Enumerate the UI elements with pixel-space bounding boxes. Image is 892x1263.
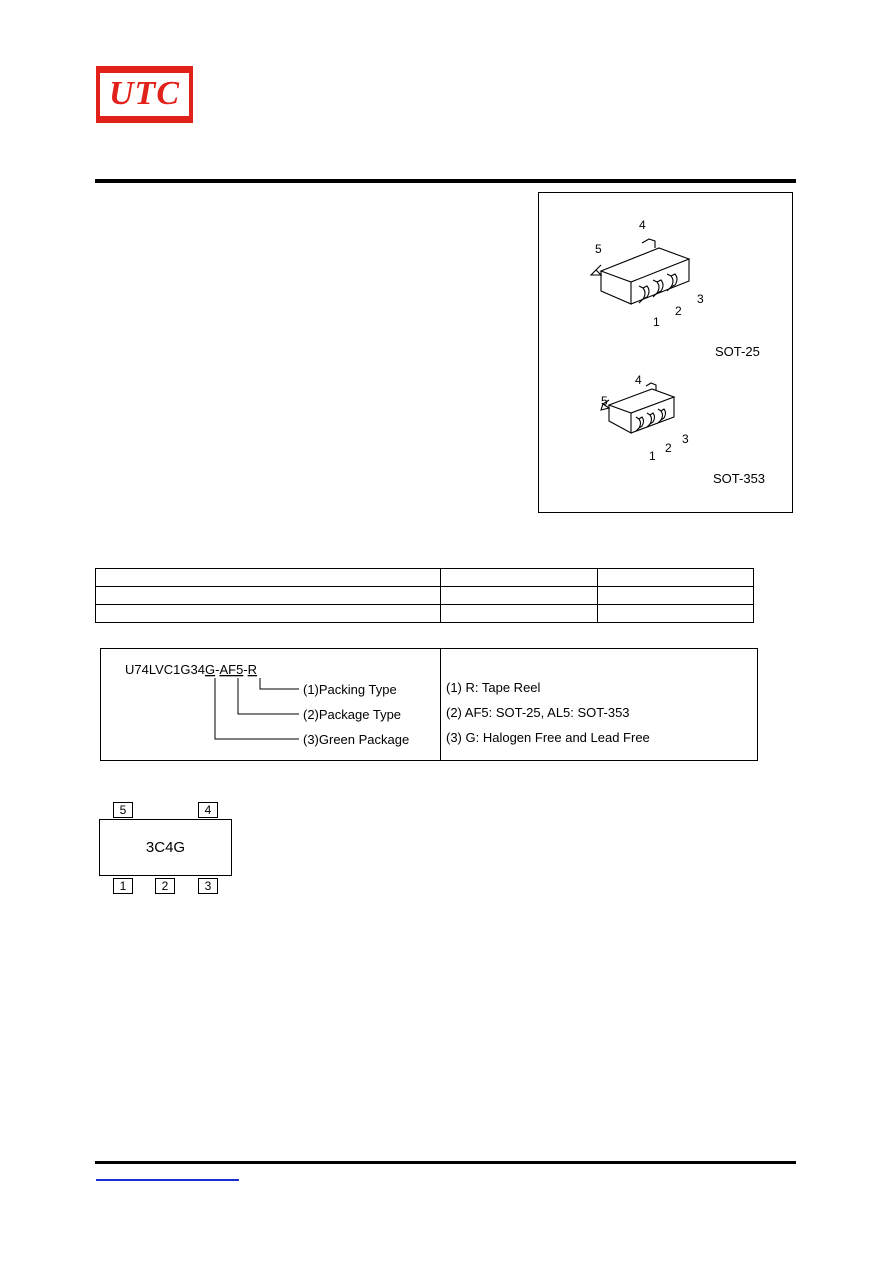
- marking-diagram: [96, 800, 236, 900]
- utc-logo: [96, 66, 193, 123]
- sot25-pin1-label: 1: [653, 315, 660, 329]
- table-cell: [441, 605, 598, 623]
- footer-rule: [95, 1161, 796, 1164]
- table-cell: [441, 569, 598, 587]
- pn-packing-code: R: [247, 662, 258, 677]
- pn-dash-2: -: [243, 662, 248, 677]
- note-packing: (1) R: Tape Reel: [446, 680, 541, 695]
- part-number-box: [100, 648, 758, 761]
- marking-pin-5: 5: [113, 802, 133, 818]
- part-number-code: [125, 662, 257, 677]
- table-cell: [441, 587, 598, 605]
- utc-logo-text: UTC: [109, 75, 180, 112]
- label-package-type: (2)Package Type: [303, 707, 402, 722]
- table-cell: [598, 587, 754, 605]
- sot353-pin5-label: 5: [601, 394, 608, 408]
- sot353-pin4-label: 4: [635, 373, 642, 387]
- website-link[interactable]: [96, 1179, 239, 1181]
- package-drawings: [539, 193, 794, 514]
- marking-pin-3: 3: [198, 878, 218, 894]
- sot353-pin2-label: 2: [665, 441, 672, 455]
- sot25-pin2-label: 2: [675, 304, 682, 318]
- table-cell: [96, 569, 441, 587]
- marking-pin-2: 2: [155, 878, 175, 894]
- table-cell: [598, 605, 754, 623]
- sot353-pin3-label: 3: [682, 432, 689, 446]
- part-number-diagram: [101, 649, 759, 762]
- marking-code: 3C4G: [99, 819, 232, 876]
- pn-package-code: AF5: [219, 662, 244, 677]
- label-packing-type: (1)Packing Type: [303, 682, 397, 697]
- sot353-pin1-label: 1: [649, 449, 656, 463]
- table-cell: [96, 587, 441, 605]
- note-green: (3) G: Halogen Free and Lead Free: [446, 730, 650, 745]
- table-row: [96, 587, 754, 605]
- sot25-package-name: SOT-25: [715, 344, 760, 359]
- sot25-pin3-label: 3: [697, 292, 704, 306]
- table-cell: [598, 569, 754, 587]
- pn-prefix: U74LVC1G34: [125, 662, 205, 677]
- note-package: (2) AF5: SOT-25, AL5: SOT-353: [446, 705, 630, 720]
- header-rule: [95, 179, 796, 183]
- marking-pin-4: 4: [198, 802, 218, 818]
- sot353-package-name: SOT-353: [713, 471, 766, 486]
- sot25-pin5-label: 5: [595, 242, 602, 256]
- ordering-info-table: [95, 568, 754, 623]
- label-green-package: (3)Green Package: [303, 732, 410, 747]
- marking-pin-1: 1: [113, 878, 133, 894]
- table-cell: [96, 605, 441, 623]
- pn-green-code: G: [204, 662, 216, 677]
- utc-logo-frame: [100, 73, 189, 116]
- pn-dash-1: -: [215, 662, 220, 677]
- table-row: [96, 605, 754, 623]
- package-drawing-box: [538, 192, 793, 513]
- sot25-pin4-label: 4: [639, 218, 646, 232]
- table-row: [96, 569, 754, 587]
